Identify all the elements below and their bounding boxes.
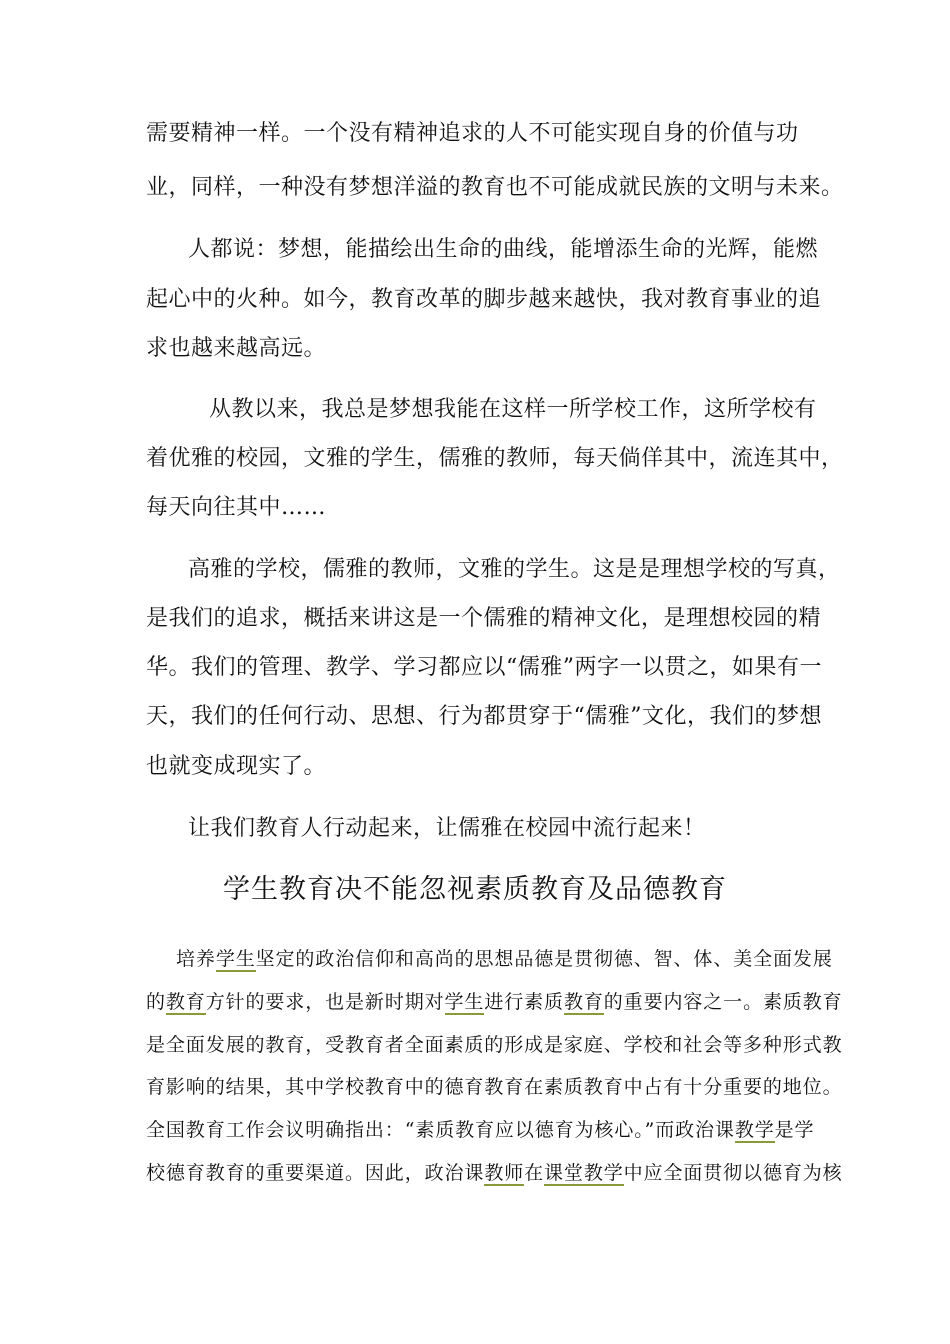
paragraph-line: 需要精神一样。一个没有精神追求的人不可能实现自身的价值与功 bbox=[146, 121, 799, 146]
text-span: 方针的要求，也是新时期对 bbox=[205, 991, 445, 1013]
keyword-link[interactable]: 课堂教学 bbox=[544, 1162, 624, 1184]
keyword-link[interactable]: 教师 bbox=[484, 1162, 525, 1184]
paragraph-line: 华。我们的管理、教学、学习都应以“儒雅”两字一以贯之，如果有一 bbox=[146, 655, 822, 680]
paragraph-line: 让我们教育人行动起来，让儒雅在校园中流行起来！ bbox=[188, 816, 706, 841]
paragraph-line: 业，同样，一种没有梦想洋溢的教育也不可能成就民族的文明与未来。 bbox=[146, 175, 844, 200]
text-span: 坚定的政治信仰和高尚的思想品德是贯彻德、智、体、美全面发展 bbox=[255, 948, 833, 970]
keyword-link[interactable]: 教学 bbox=[734, 1119, 775, 1141]
text-span: 进行素质 bbox=[484, 991, 564, 1013]
paragraph-line: 着优雅的校园，文雅的学生，儒雅的教师，每天倘佯其中，流连其中， bbox=[146, 446, 844, 471]
text-span: 的重要内容之一。素质教育 bbox=[603, 991, 843, 1013]
text-span: 在 bbox=[524, 1162, 545, 1184]
paragraph-line bbox=[176, 944, 833, 974]
paragraph-line: 育影响的结果，其中学校教育中的德育教育在素质教育中占有十分重要的地位。 bbox=[146, 1076, 843, 1098]
keyword-link[interactable]: 学生 bbox=[215, 948, 256, 970]
paragraph-line: 从教以来，我总是梦想我能在这样一所学校工作，这所学校有 bbox=[209, 397, 817, 422]
paragraph-line bbox=[146, 1158, 843, 1188]
paragraph-line: 是我们的追求，概括来讲这是一个儒雅的精神文化，是理想校园的精 bbox=[146, 606, 822, 631]
keyword-link[interactable]: 教育 bbox=[165, 991, 206, 1013]
keyword-link[interactable]: 教育 bbox=[563, 991, 604, 1013]
paragraph-line: 天，我们的任何行动、思想、行为都贯穿于“儒雅”文化，我们的梦想 bbox=[146, 704, 822, 729]
paragraph-line: 每天向往其中…… bbox=[146, 495, 327, 520]
text-span: 培养 bbox=[176, 948, 216, 970]
paragraph-line: 高雅的学校，儒雅的教师，文雅的学生。这是是理想学校的写真， bbox=[188, 557, 841, 582]
paragraph-line: 人都说：梦想，能描绘出生命的曲线，能增添生命的光辉，能燃 bbox=[188, 237, 819, 262]
text-span: 全国教育工作会议明确指出：“素质教育应以德育为核心。”而政治课 bbox=[146, 1119, 735, 1141]
paragraph-line: 是全面发展的教育，受教育者全面素质的形成是家庭、学校和社会等多种形式教 bbox=[146, 1034, 843, 1056]
paragraph-line bbox=[146, 987, 843, 1017]
paragraph-line: 也就变成现实了。 bbox=[146, 754, 327, 779]
paragraph-line: 求也越来越高远。 bbox=[146, 336, 327, 361]
section-title: 学生教育决不能忽视素质教育及品德教育 bbox=[223, 874, 727, 905]
paragraph-line bbox=[146, 1115, 814, 1145]
text-span: 中应全面贯彻以德育为核 bbox=[623, 1162, 843, 1184]
text-span: 的 bbox=[146, 991, 166, 1013]
paragraph-line: 起心中的火种。如今，教育改革的脚步越来越快，我对教育事业的追 bbox=[146, 287, 822, 312]
text-span: 校德育教育的重要渠道。因此，政治课 bbox=[146, 1162, 485, 1184]
text-span: 是学 bbox=[774, 1119, 815, 1141]
keyword-link[interactable]: 学生 bbox=[444, 991, 485, 1013]
